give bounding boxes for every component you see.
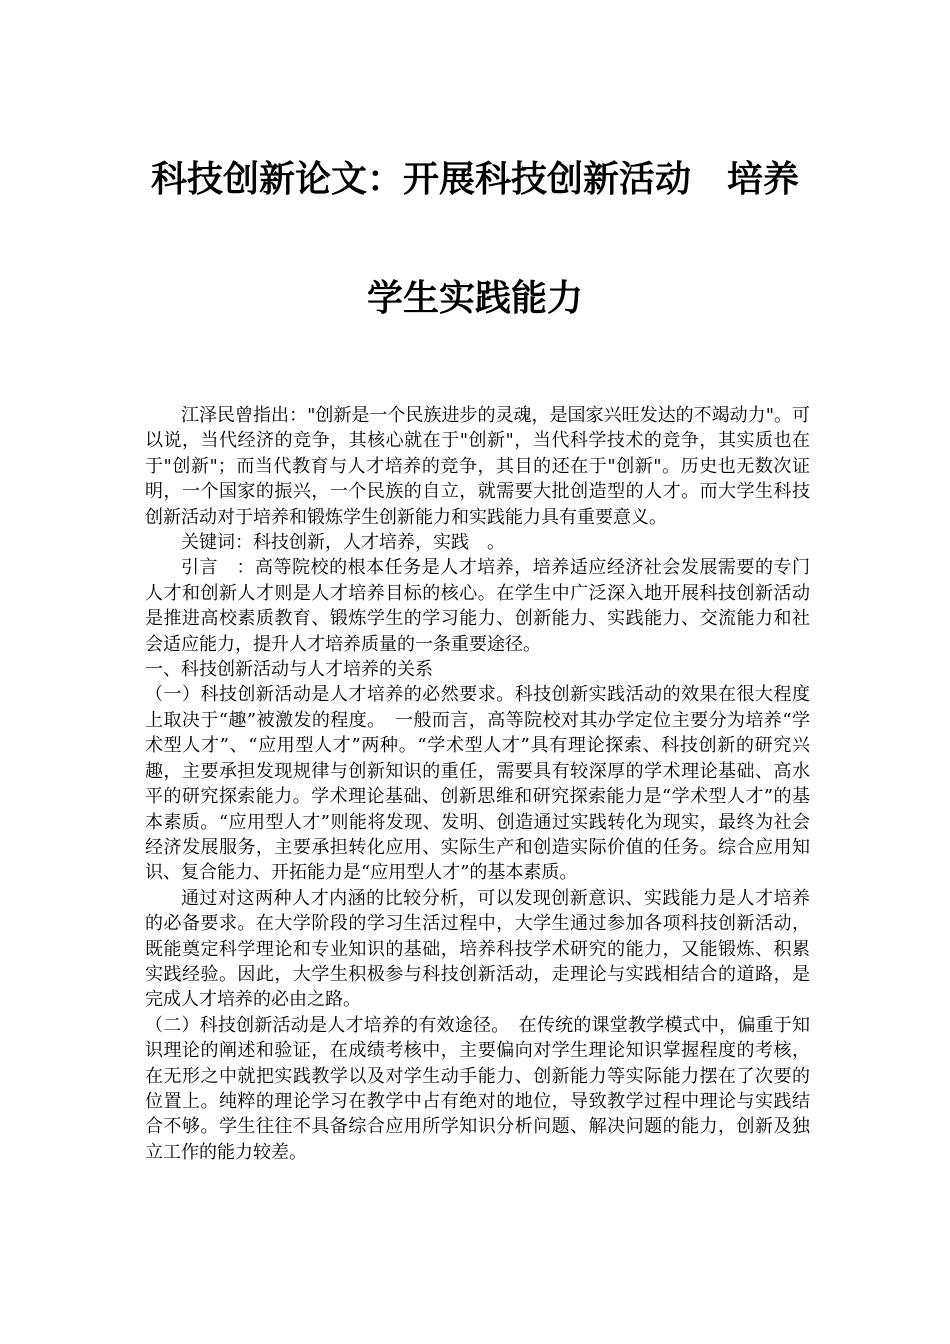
section-heading: 一、科技创新活动与人才培养的关系 — [145, 659, 433, 681]
document-title-line1: 科技创新论文：开展科技创新活动 培养 — [150, 159, 799, 200]
introduction-paragraph: 引言 ：高等院校的根本任务是人才培养，培养适应经济社会发展需要的专门人才和创新人才则是人才培养目标的核心。在学生中广泛深入地开展科技创新活动是推进高校素质教育、锻炼学生的学习能力、创新能力、实践能力、交流能力和社会适应能力，提升人才培养质量的一条重要途径。 — [145, 557, 810, 655]
subsection-paragraph-1: （一）科技创新活动是人才培养的必然要求。科技创新实践活动的效果在很大程度上取决于“趣”被激发的程度。 一般而言，高等院校对其办学定位主要分为培养“学术型人才”、“应用型人才”两种。“学术型人才”具有理论探索、科技创新的研究兴趣，主要承担发现规律与创新知识的重任，需要具有较深厚的学术理论基础、高水平的研究探索能力。学术理论基础、创新思维和研究探索能力是“学术型人才”的基本素质。“应用型人才”则能将发现、发明、创造通过实践转化为现实，最终为社会经济发展服务，主要承担转化应用、实际生产和创造实际价值的任务。综合应用知识、复合能力、开拓能力是“应用型人才”的基本素质。 — [145, 684, 810, 884]
document-title-line2: 学生实践能力 — [366, 278, 583, 319]
document-body — [145, 403, 810, 1165]
subsection-paragraph-2: （二）科技创新活动是人才培养的有效途径。 在传统的课堂教学模式中，偏重于知识理论的阐述和验证，在成绩考核中，主要偏向对学生理论知识掌握程度的考核，在无形之中就把实践教学以及对学生动手能力、创新能力等实际能力摆在了次要的位置上。纯粹的理论学习在教学中占有绝对的地位，导致教学过程中理论与实践结合不够。学生往往不具备综合应用所学知识分析问题、解决问题的能力，创新及独立工作的能力较差。 — [145, 1014, 810, 1163]
abstract-paragraph: 江泽民曾指出："创新是一个民族进步的灵魂，是国家兴旺发达的不竭动力"。可以说，当代经济的竞争，其核心就在于"创新"，当代科学技术的竞争，其实质也在于"创新"；而当代教育与人才培养的竞争，其目的还在于"创新"。历史也无数次证明，一个国家的振兴，一个民族的自立，就需要大批创造型的人才。而大学生科技创新活动对于培养和锻炼学生创新能力和实践能力具有重要意义。 — [145, 405, 810, 528]
body-paragraph: 通过对这两种人才内涵的比较分析，可以发现创新意识、实践能力是人才培养的必备要求。在大学阶段的学习生活过程中，大学生通过参加各项科技创新活动，既能奠定科学理论和专业知识的基础，培养科技学术研究的能力，又能锻炼、积累实践经验。因此，大学生积极参与科技创新活动，走理论与实践相结合的道路，是完成人才培养的必由之路。 — [145, 887, 810, 1011]
keywords-line: 关键词：科技创新，人才培养，实践 。 — [181, 532, 505, 554]
